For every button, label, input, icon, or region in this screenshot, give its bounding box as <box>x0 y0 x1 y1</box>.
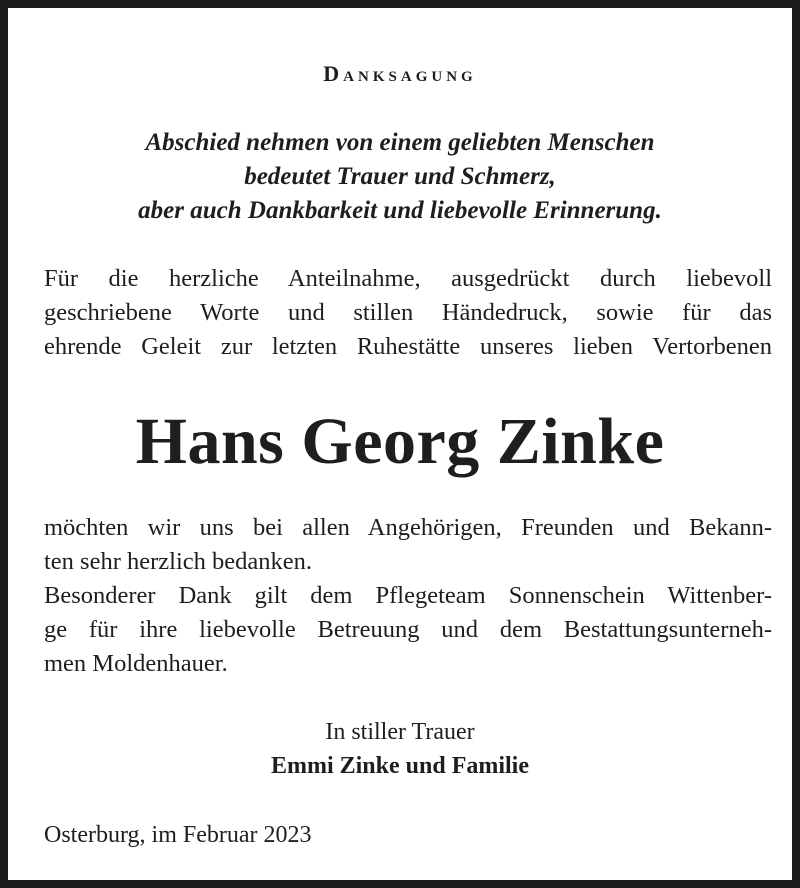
paragraph-line: Besonderer Dank gilt dem Pflegeteam Sonnenschein Wittenber- <box>44 582 772 609</box>
paragraph-line: ehrende Geleit zur letzten Ruhestätte unseres lieben Vertorbenen <box>44 333 772 360</box>
deceased-name: Hans Georg Zinke <box>135 405 665 478</box>
paragraph-line: ge für ihre liebevolle Betreuung und dem Bestattungsunterneh- <box>44 616 772 643</box>
paragraph-line: geschriebene Worte und stillen Händedruck, sowie für das <box>44 299 772 326</box>
motto-line: bedeutet Trauer und Schmerz, <box>244 163 556 190</box>
thanks-paragraph-main <box>44 511 772 681</box>
family-signature: Emmi Zinke und Familie <box>270 753 530 779</box>
paragraph-line: möchten wir uns bei allen Angehörigen, Freunden und Bekann- <box>44 514 772 541</box>
paragraph-line: ten sehr herzlich bedanken. <box>44 548 313 575</box>
thanks-paragraph-intro <box>44 262 772 364</box>
motto-line: aber auch Dankbarkeit und liebevolle Erinnerung. <box>138 197 662 224</box>
closing-line: In stiller Trauer <box>325 719 475 745</box>
paragraph-line: Für die herzliche Anteilnahme, ausgedrückt durch liebevoll <box>44 265 772 292</box>
notice-heading: Danksagung <box>323 61 477 86</box>
place-and-date: Osterburg, im Februar 2023 <box>44 822 312 848</box>
closing-signature <box>8 715 792 783</box>
paragraph-line: men Moldenhauer. <box>44 650 228 677</box>
motto-line: Abschied nehmen von einem geliebten Menschen <box>145 129 655 156</box>
motto-verse <box>8 126 792 228</box>
